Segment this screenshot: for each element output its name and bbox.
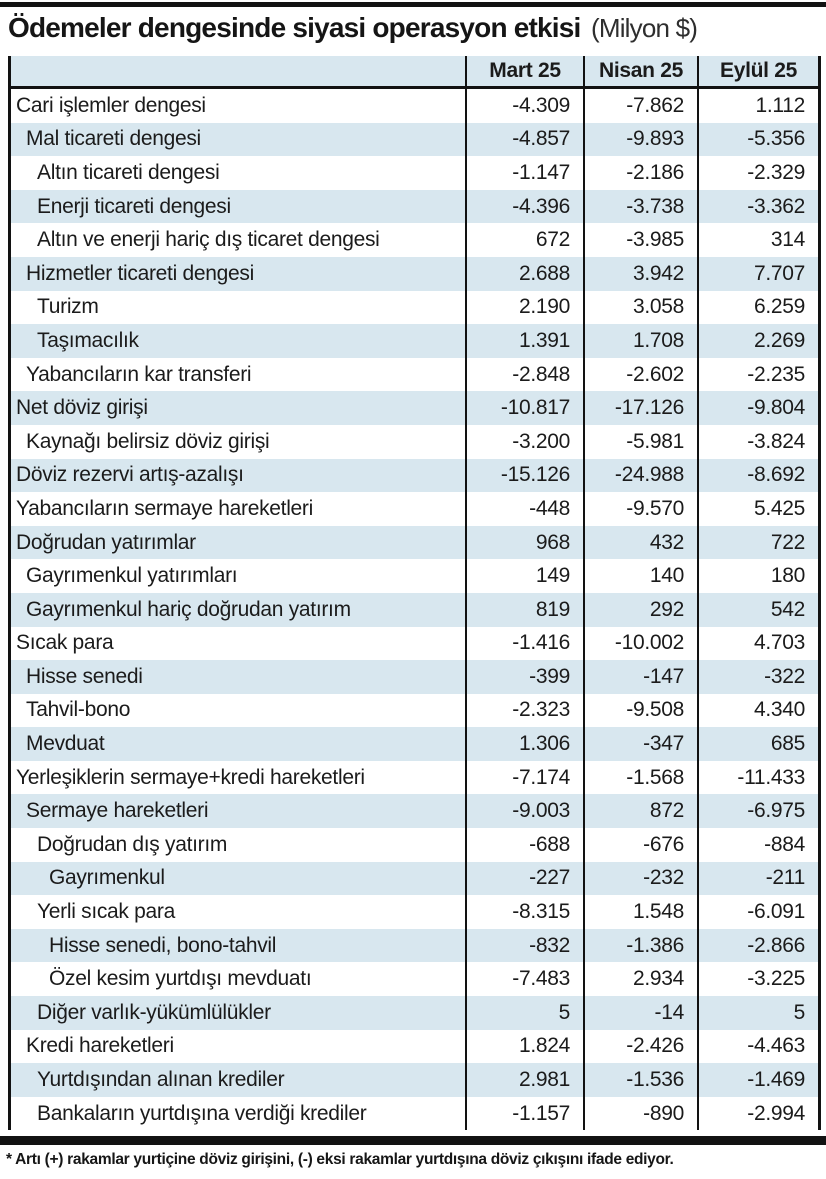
row-label: Gayrımenkul hariç doğrudan yatırım: [26, 597, 351, 621]
row-label: Yurtdışından alınan krediler: [37, 1068, 285, 1092]
value-cell-nisan-25: -7.862: [583, 89, 697, 123]
value-cell-nisan-25: -2.426: [583, 1030, 697, 1064]
value-cell-mart-25: -3.200: [465, 425, 583, 459]
value-cell-mart-25: -15.126: [465, 459, 583, 493]
row-label: Bankaların yurtdışına verdiği krediler: [37, 1101, 367, 1125]
row-label: Gayrımenkul yatırımları: [26, 564, 238, 588]
table-row: [11, 929, 818, 963]
value-cell-eylul-25: -6.091: [697, 895, 818, 929]
value-cell-eylul-25: -11.433: [697, 761, 818, 795]
table-row: [11, 862, 818, 896]
value-cell-mart-25: 819: [465, 593, 583, 627]
row-label: Sermaye hareketleri: [26, 799, 209, 823]
value-cell-mart-25: 1.824: [465, 1030, 583, 1064]
table-row: [11, 291, 818, 325]
value-cell-mart-25: 149: [465, 559, 583, 593]
row-label: Taşımacılık: [37, 328, 139, 352]
value-cell-eylul-25: 4.340: [697, 694, 818, 728]
table-row: [11, 223, 818, 257]
title-text: Ödemeler dengesinde siyasi operasyon etkisi: [8, 12, 581, 43]
table-row: [11, 996, 818, 1030]
value-cell-eylul-25: -2.994: [697, 1097, 818, 1131]
value-cell-mart-25: 1.391: [465, 324, 583, 358]
value-cell-eylul-25: -2.235: [697, 358, 818, 392]
value-cell-mart-25: -4.396: [465, 190, 583, 224]
value-cell-eylul-25: -6.975: [697, 794, 818, 828]
table-row: [11, 391, 818, 425]
value-cell-mart-25: 1.306: [465, 727, 583, 761]
value-cell-mart-25: 5: [465, 996, 583, 1030]
value-cell-mart-25: 2.981: [465, 1063, 583, 1097]
table-row: [11, 89, 818, 123]
value-cell-nisan-25: -1.386: [583, 929, 697, 963]
row-label: Hizmetler ticareti dengesi: [26, 261, 254, 285]
value-cell-eylul-25: 2.269: [697, 324, 818, 358]
value-cell-mart-25: -1.157: [465, 1097, 583, 1131]
table-row: [11, 727, 818, 761]
table-row: [11, 358, 818, 392]
row-label: Özel kesim yurtdışı mevduatı: [49, 967, 312, 991]
value-cell-nisan-25: -676: [583, 828, 697, 862]
value-cell-nisan-25: -5.981: [583, 425, 697, 459]
table-row: [11, 526, 818, 560]
value-cell-nisan-25: -1.536: [583, 1063, 697, 1097]
header-empty-cell: [11, 56, 465, 86]
row-label: Diğer varlık-yükümlülükler: [37, 1000, 271, 1024]
value-cell-nisan-25: 432: [583, 526, 697, 560]
footnote: * Artı (+) rakamlar yurtiçine döviz girişini, (-) eksi rakamlar yurtdışına döviz çıkışını ifade ediyor.: [6, 1151, 674, 1168]
value-cell-eylul-25: -4.463: [697, 1030, 818, 1064]
value-cell-eylul-25: -211: [697, 862, 818, 896]
row-label: Altın ticareti dengesi: [37, 160, 220, 184]
value-cell-nisan-25: -17.126: [583, 391, 697, 425]
page-title: [8, 12, 820, 44]
value-cell-mart-25: -688: [465, 828, 583, 862]
value-cell-eylul-25: 1.112: [697, 89, 818, 123]
row-label: Enerji ticareti dengesi: [37, 194, 231, 218]
value-cell-mart-25: -1.416: [465, 627, 583, 661]
row-label: Net döviz girişi: [16, 396, 148, 420]
value-cell-eylul-25: -884: [697, 828, 818, 862]
value-cell-mart-25: -227: [465, 862, 583, 896]
table-row: [11, 425, 818, 459]
value-cell-nisan-25: -347: [583, 727, 697, 761]
value-cell-nisan-25: -3.738: [583, 190, 697, 224]
balance-table: [8, 56, 821, 1130]
value-cell-mart-25: -4.309: [465, 89, 583, 123]
value-cell-mart-25: -2.323: [465, 694, 583, 728]
value-cell-nisan-25: 292: [583, 593, 697, 627]
table-row: [11, 1030, 818, 1064]
value-cell-eylul-25: -1.469: [697, 1063, 818, 1097]
value-cell-mart-25: -399: [465, 660, 583, 694]
value-cell-mart-25: -1.147: [465, 156, 583, 190]
value-cell-eylul-25: -3.824: [697, 425, 818, 459]
table-row: [11, 459, 818, 493]
row-label: Yabancıların sermaye hareketleri: [16, 496, 313, 520]
value-cell-nisan-25: -9.893: [583, 123, 697, 157]
value-cell-nisan-25: -890: [583, 1097, 697, 1131]
value-cell-nisan-25: 140: [583, 559, 697, 593]
table-row: [11, 190, 818, 224]
value-cell-nisan-25: 872: [583, 794, 697, 828]
value-cell-eylul-25: 5: [697, 996, 818, 1030]
row-label: Sıcak para: [16, 631, 114, 655]
value-cell-mart-25: -832: [465, 929, 583, 963]
value-cell-eylul-25: -5.356: [697, 123, 818, 157]
value-cell-mart-25: -7.174: [465, 761, 583, 795]
row-label: Doğrudan dış yatırım: [37, 832, 228, 856]
value-cell-nisan-25: -9.508: [583, 694, 697, 728]
row-label: Yerli sıcak para: [37, 900, 175, 924]
table-body: [11, 89, 818, 1130]
row-label: Mal ticareti dengesi: [26, 127, 201, 151]
bottom-rule: [0, 1136, 826, 1145]
table-row: [11, 828, 818, 862]
table-row: [11, 123, 818, 157]
row-label: Kredi hareketleri: [26, 1034, 174, 1058]
value-cell-nisan-25: -24.988: [583, 459, 697, 493]
row-label: Hisse senedi: [26, 664, 143, 688]
value-cell-mart-25: 2.190: [465, 291, 583, 325]
value-cell-nisan-25: 1.548: [583, 895, 697, 929]
value-cell-nisan-25: -9.570: [583, 492, 697, 526]
value-cell-eylul-25: 314: [697, 223, 818, 257]
row-label: Turizm: [37, 295, 99, 319]
value-cell-mart-25: -2.848: [465, 358, 583, 392]
value-cell-eylul-25: 4.703: [697, 627, 818, 661]
value-cell-mart-25: -7.483: [465, 962, 583, 996]
value-cell-nisan-25: -2.602: [583, 358, 697, 392]
row-label: Gayrımenkul: [49, 866, 165, 890]
value-cell-nisan-25: -10.002: [583, 627, 697, 661]
value-cell-nisan-25: -14: [583, 996, 697, 1030]
value-cell-eylul-25: 7.707: [697, 257, 818, 291]
value-cell-eylul-25: 6.259: [697, 291, 818, 325]
table-row: [11, 761, 818, 795]
row-label: Altın ve enerji hariç dış ticaret dengesi: [37, 228, 380, 252]
value-cell-nisan-25: -1.568: [583, 761, 697, 795]
header-nisan-25: Nisan 25: [583, 56, 697, 86]
table-row: [11, 694, 818, 728]
value-cell-mart-25: -4.857: [465, 123, 583, 157]
table-row: [11, 492, 818, 526]
value-cell-eylul-25: -3.225: [697, 962, 818, 996]
value-cell-eylul-25: -2.329: [697, 156, 818, 190]
header-eylul-25: Eylül 25: [697, 56, 818, 86]
table-row: [11, 895, 818, 929]
table-row: [11, 1063, 818, 1097]
table-row: [11, 559, 818, 593]
value-cell-eylul-25: -8.692: [697, 459, 818, 493]
value-cell-mart-25: 672: [465, 223, 583, 257]
top-rule: [0, 2, 826, 7]
value-cell-eylul-25: 685: [697, 727, 818, 761]
value-cell-mart-25: 968: [465, 526, 583, 560]
row-label: Döviz rezervi artış-azalışı: [16, 463, 244, 487]
value-cell-nisan-25: 2.934: [583, 962, 697, 996]
table-row: [11, 1097, 818, 1131]
value-cell-eylul-25: 5.425: [697, 492, 818, 526]
value-cell-nisan-25: 3.058: [583, 291, 697, 325]
header-mart-25: Mart 25: [465, 56, 583, 86]
row-label: Cari işlemler dengesi: [16, 93, 206, 117]
row-label: Hisse senedi, bono-tahvil: [49, 933, 277, 957]
value-cell-nisan-25: -3.985: [583, 223, 697, 257]
value-cell-nisan-25: 3.942: [583, 257, 697, 291]
table-row: [11, 324, 818, 358]
row-label: Yerleşiklerin sermaye+kredi hareketleri: [16, 765, 365, 789]
value-cell-eylul-25: 180: [697, 559, 818, 593]
value-cell-mart-25: -448: [465, 492, 583, 526]
row-label: Tahvil-bono: [26, 698, 131, 722]
value-cell-mart-25: -9.003: [465, 794, 583, 828]
value-cell-eylul-25: -3.362: [697, 190, 818, 224]
value-cell-eylul-25: -9.804: [697, 391, 818, 425]
table-header-row: [11, 56, 818, 89]
value-cell-nisan-25: -147: [583, 660, 697, 694]
value-cell-eylul-25: -322: [697, 660, 818, 694]
table-row: [11, 257, 818, 291]
table-row: [11, 660, 818, 694]
value-cell-mart-25: 2.688: [465, 257, 583, 291]
value-cell-eylul-25: -2.866: [697, 929, 818, 963]
value-cell-nisan-25: -232: [583, 862, 697, 896]
value-cell-nisan-25: -2.186: [583, 156, 697, 190]
table-row: [11, 627, 818, 661]
title-unit: (Milyon $): [590, 13, 698, 43]
table-row: [11, 962, 818, 996]
value-cell-eylul-25: 542: [697, 593, 818, 627]
table-row: [11, 156, 818, 190]
value-cell-mart-25: -10.817: [465, 391, 583, 425]
value-cell-eylul-25: 722: [697, 526, 818, 560]
table-row: [11, 794, 818, 828]
row-label: Doğrudan yatırımlar: [16, 530, 196, 554]
table-row: [11, 593, 818, 627]
value-cell-nisan-25: 1.708: [583, 324, 697, 358]
row-label: Kaynağı belirsiz döviz girişi: [26, 429, 270, 453]
row-label: Yabancıların kar transferi: [26, 362, 252, 386]
value-cell-mart-25: -8.315: [465, 895, 583, 929]
row-label: Mevduat: [26, 732, 105, 756]
